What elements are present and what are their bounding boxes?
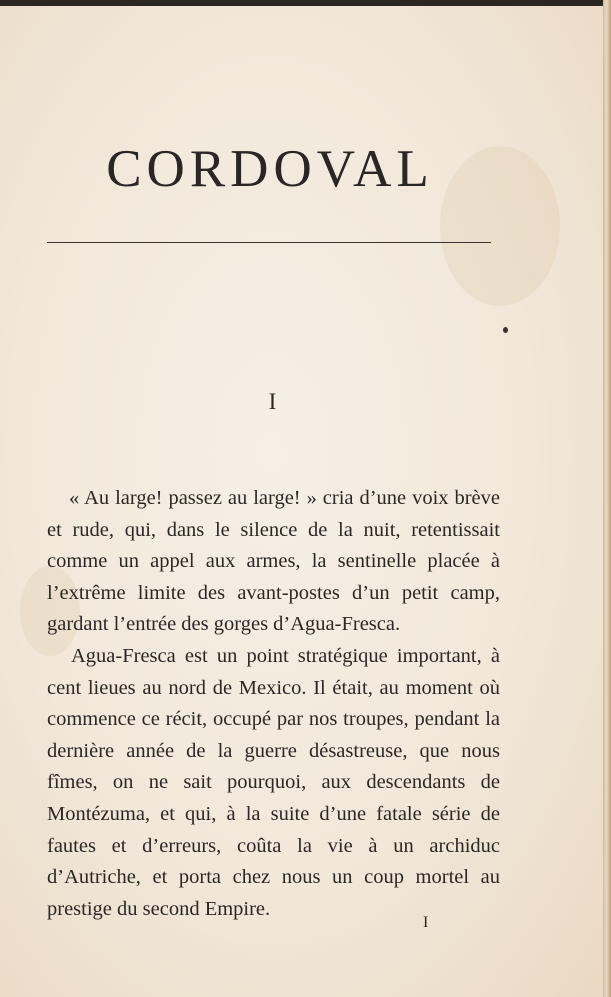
chapter-number: I	[268, 389, 277, 414]
book-title: CORDOVAL	[106, 140, 434, 198]
title-rule	[47, 242, 491, 243]
ink-speck	[503, 327, 508, 333]
book-page	[0, 6, 603, 997]
paragraph: « Au large! passez au large! » cria d’une voix brève et rude, qui, dans le silence de la nuit, retentissait comme un appel aux armes, la sentinelle placée à l’extrême limite des avant-postes d’un petit camp, gardant l’entrée des gorges d’Agua-Fresca.	[47, 487, 500, 636]
body-text	[47, 483, 500, 925]
page-edge	[603, 0, 611, 997]
paragraph: Agua-Fresca est un point stratégique important, à cent lieues au nord de Mexico. Il était, au moment où commence ce récit, occupé par nos troupes, pendant la dernière année de la guerre désastreuse, que nous fîmes, on ne sait pourquoi, aux descendants de Montézuma, et qui, à la suite d’une fatale série de fautes et d’erreurs, coûta la vie à un archiduc d’Autriche, et porta chez nous un coup mortel au prestige du second Empire.	[47, 644, 500, 920]
page-number: I	[423, 914, 429, 931]
